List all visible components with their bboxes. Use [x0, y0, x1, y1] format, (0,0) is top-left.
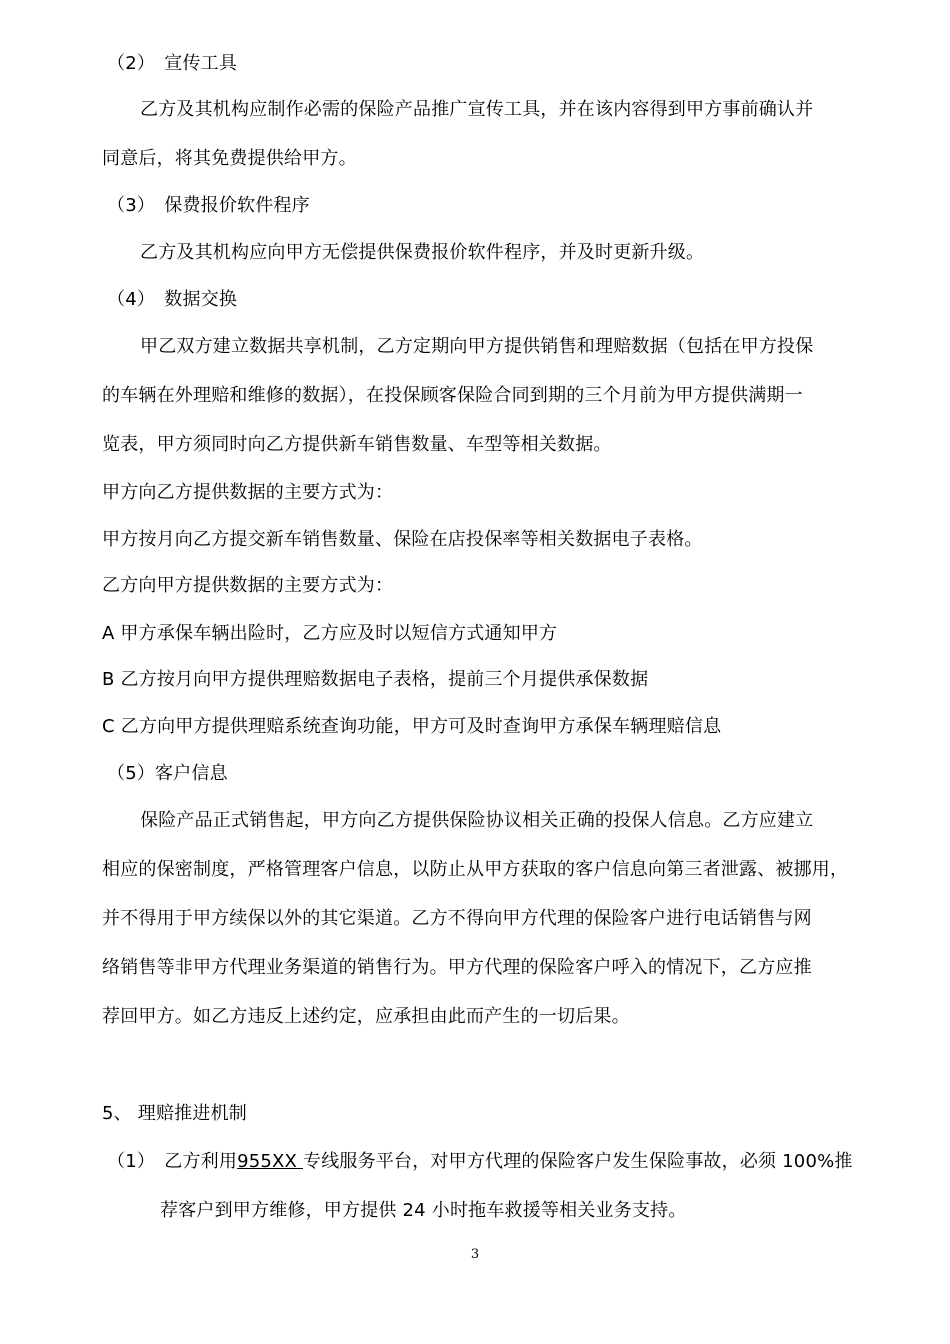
section-4-title: （4） 数据交换 — [107, 289, 238, 310]
section-4-party-b-intro: 乙方向甲方提供数据的主要方式为： — [102, 575, 394, 596]
claims-hotline-number: 955XX — [237, 1151, 304, 1172]
claims-item-1-line-2: 荐客户到甲方维修，甲方提供 24 小时拖车救援等相关业务支持。 — [160, 1200, 687, 1221]
claims-item-1-rest: 专线服务平台，对甲方代理的保险客户发生保险事故，必须 100%推 — [303, 1151, 853, 1172]
section-5-paragraph-line-4: 络销售等非甲方代理业务渠道的销售行为。甲方代理的保险客户呼入的情况下，乙方应推 — [102, 957, 812, 978]
heading-5-claims-mechanism: 5、 理赔推进机制 — [102, 1103, 247, 1124]
section-4-paragraph-line-2: 的车辆在外理赔和维修的数据），在投保顾客保险合同到期的三个月前为甲方提供满期一 — [102, 385, 803, 406]
section-2-paragraph-line-1: 乙方及其机构应制作必需的保险产品推广宣传工具，并在该内容得到甲方事前确认并 — [140, 99, 814, 120]
section-5-paragraph-line-5: 荐回甲方。如乙方违反上述约定，应承担由此而产生的一切后果。 — [102, 1006, 630, 1027]
section-3-title: （3） 保费报价软件程序 — [107, 195, 310, 216]
claims-item-1-prefix: （1） 乙方利用 — [107, 1151, 238, 1172]
section-4-item-b: B 乙方按月向甲方提供理赔数据电子表格，提前三个月提供承保数据 — [102, 669, 649, 690]
section-4-party-a-intro: 甲方向乙方提供数据的主要方式为： — [102, 482, 394, 503]
section-2-title: （2） 宣传工具 — [107, 53, 238, 74]
section-4-item-c: C 乙方向甲方提供理赔系统查询功能，甲方可及时查询甲方承保车辆理赔信息 — [102, 716, 722, 737]
section-4-paragraph-line-1: 甲乙双方建立数据共享机制，乙方定期向甲方提供销售和理赔数据（包括在甲方投保 — [140, 336, 814, 357]
section-2-paragraph-line-2: 同意后，将其免费提供给甲方。 — [102, 148, 357, 169]
section-5-paragraph-line-2: 相应的保密制度，严格管理客户信息，以防止从甲方获取的客户信息向第三者泄露、被挪用， — [102, 859, 849, 880]
section-5-paragraph-line-1: 保险产品正式销售起，甲方向乙方提供保险协议相关正确的投保人信息。乙方应建立 — [140, 810, 814, 831]
section-5-paragraph-line-3: 并不得用于甲方续保以外的其它渠道。乙方不得向甲方代理的保险客户进行电话销售与网 — [102, 908, 812, 929]
claims-item-1-line-1 — [107, 1150, 853, 1174]
section-5-title: （5）客户信息 — [107, 763, 228, 784]
page-number: 3 — [470, 1247, 480, 1262]
section-3-paragraph-line-1: 乙方及其机构应向甲方无偿提供保费报价软件程序，并及时更新升级。 — [140, 242, 705, 263]
section-4-item-a: A 甲方承保车辆出险时，乙方应及时以短信方式通知甲方 — [102, 623, 558, 644]
section-4-party-a-detail: 甲方按月向乙方提交新车销售数量、保险在店投保率等相关数据电子表格。 — [102, 529, 703, 550]
section-4-paragraph-line-3: 览表，甲方须同时向乙方提供新车销售数量、车型等相关数据。 — [102, 434, 612, 455]
